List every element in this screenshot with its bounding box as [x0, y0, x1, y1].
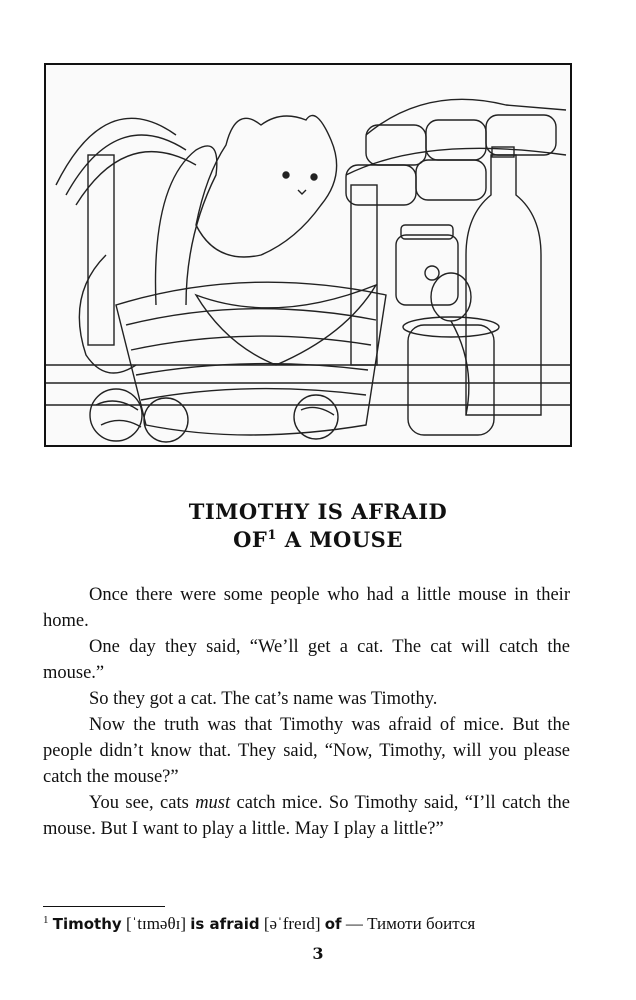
page-number: 3: [312, 944, 324, 963]
footnote-divider: [43, 906, 165, 907]
paragraph: One day they said, “We’ll get a cat. The cat will catch the mouse.”: [43, 637, 570, 683]
footnote-ref: 1: [267, 528, 277, 543]
title-of: OF: [233, 527, 268, 552]
cat-basket-mouse-illustration: [44, 63, 572, 447]
title-a-mouse: A MOUSE: [276, 527, 403, 552]
footnote-term: of: [324, 915, 342, 933]
emphasis: must: [195, 793, 231, 813]
footnote-term: is afraid: [190, 915, 260, 933]
paragraph: [43, 790, 570, 842]
cat-basket-mouse-icon: [46, 65, 570, 445]
story-title-line2: [0, 527, 636, 552]
paragraph: Now the truth was that Timothy was afraid of mice. But the people didn’t know that. They said, “Now, Timothy, will you please catch the mouse?”: [43, 715, 570, 787]
paragraph-text: catch mice. So Timothy said, “I’ll catch the mouse. But I want to play a little. May I play a little?”: [43, 793, 570, 839]
paragraph: So they got a cat. The cat’s name was Timothy.: [89, 689, 438, 709]
paragraph-text: You see, cats: [89, 793, 196, 813]
footnote-number: 1: [43, 914, 49, 926]
footnote-pronunciation: [əˈfreɪd]: [259, 914, 325, 933]
footnote-pronunciation: [ˈtɪməθɪ]: [121, 914, 191, 933]
paragraph: Once there were some people who had a little mouse in their home.: [43, 585, 570, 631]
footnote: [43, 914, 583, 934]
story-title-line1: TIMOTHY IS AFRAID: [188, 499, 448, 524]
footnote-gloss: — Тимоти боится: [341, 914, 476, 933]
footnote-term: Timothy: [52, 915, 122, 933]
